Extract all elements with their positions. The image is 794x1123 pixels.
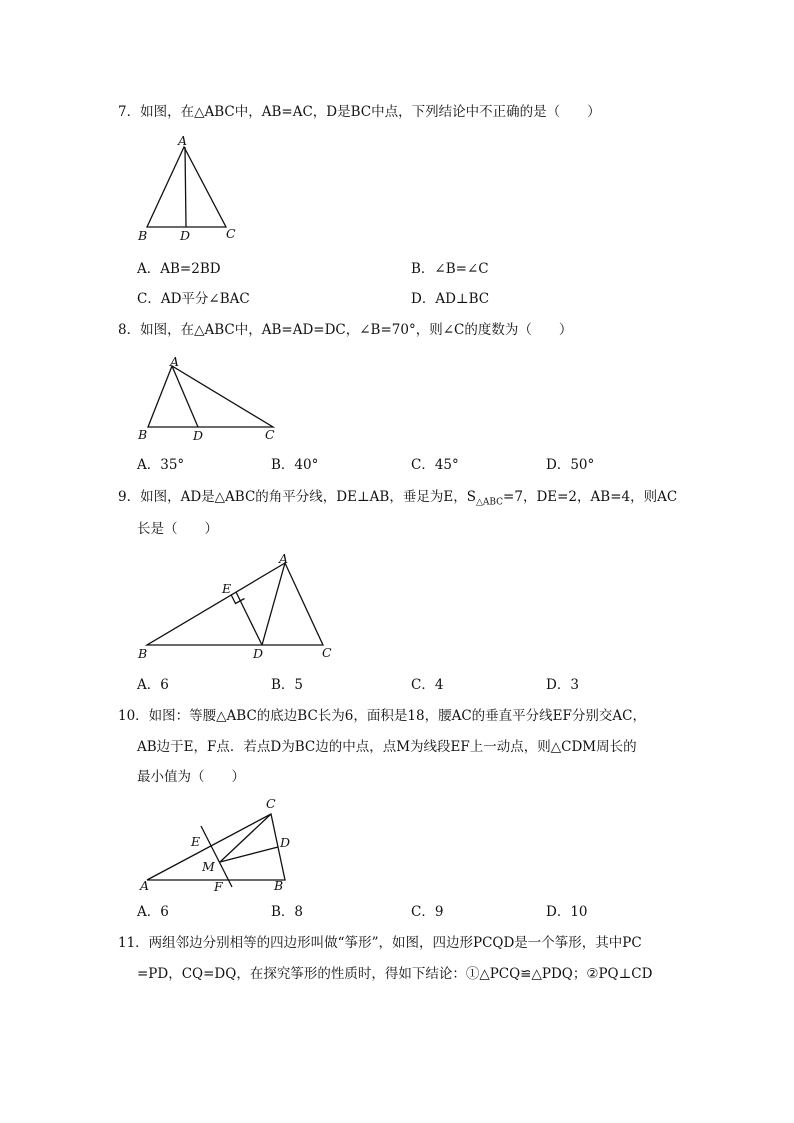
q10-stem-line-2: AB边于E，F点．若点D为BC边的中点，点M为线段EF上一动点，则△CDM周长的 (137, 739, 637, 755)
q7-label-d: D (180, 228, 191, 243)
q7-option-c[interactable]: C．AD平分∠BAC (137, 291, 250, 307)
q9-option-b[interactable]: B．5 (271, 677, 304, 693)
q11-stem-line-2: =PD，CQ=DQ，在探究筝形的性质时，得如下结论：①△PCQ≌△PDQ；②PQ⊥CD (137, 966, 653, 982)
q10-label-b: B (274, 878, 284, 893)
q7-label-c: C (226, 226, 236, 241)
q9-label-d: D (253, 646, 264, 661)
q10-label-c: C (266, 796, 276, 811)
q8-option-b[interactable]: B．40° (271, 457, 319, 473)
q11-stem-line-1: 11．两组邻边分别相等的四边形叫做“筝形”，如图，四边形PCQD是一个筝形，其中PC (118, 935, 642, 951)
q9-label-b: B (138, 646, 148, 661)
q10-perpendicular-bisector-ef (201, 826, 232, 887)
q10-stem-line-1: 10．如图：等腰△ABC的底边BC长为6，面积是18，腰AC的垂直平分线EF分别交AC， (118, 708, 646, 724)
q10-label-d: D (280, 835, 291, 850)
q8-label-c: C (265, 427, 275, 442)
q9-stem-part-1: 9．如图，AD是△ABC的角平分线，DE⊥AB，垂足为E，S (118, 489, 476, 505)
q10-option-c[interactable]: C．9 (411, 904, 444, 920)
q9-stem-line-2: 长是（ ） (137, 521, 218, 537)
q9-label-c: C (322, 645, 332, 660)
q9-label-a: A (279, 551, 289, 566)
q7-label-b: B (138, 228, 148, 243)
q10-option-d[interactable]: D．10 (546, 904, 588, 920)
q10-option-a[interactable]: A．6 (137, 904, 169, 920)
q10-stem-line-3: 最小值为（ ） (137, 769, 245, 785)
q9-option-a[interactable]: A．6 (137, 677, 169, 693)
q9-option-d[interactable]: D．3 (546, 677, 579, 693)
q7-stem: 7．如图，在△ABC中，AB=AC，D是BC中点，下列结论中不正确的是（ ） (118, 104, 601, 120)
q8-option-c[interactable]: C．45° (411, 457, 459, 473)
q9-label-e: E (222, 581, 232, 596)
q9-stem-subscript: △ABC (475, 497, 504, 508)
q7-option-d[interactable]: D．AD⊥BC (411, 291, 490, 307)
q7-label-a: A (178, 133, 188, 148)
q10-triangle (147, 814, 285, 880)
q10-label-m: M (202, 859, 215, 874)
q9-option-c[interactable]: C．4 (411, 677, 444, 693)
q8-option-d[interactable]: D．50° (546, 457, 595, 473)
q8-stem: 8．如图，在△ABC中，AB=AD=DC，∠B=70°，则∠C的度数为（ ） (118, 322, 573, 338)
q10-label-e: E (191, 834, 201, 849)
q8-label-b: B (138, 427, 148, 442)
q10-label-a: A (140, 878, 150, 893)
q7-option-b[interactable]: B．∠B=∠C (411, 261, 489, 277)
q8-option-a[interactable]: A．35° (137, 457, 185, 473)
q9-stem-part-2: =7，DE=2，AB=4，则AC (503, 489, 678, 505)
q10-option-b[interactable]: B．8 (271, 904, 304, 920)
q7-option-a[interactable]: A．AB=2BD (137, 261, 221, 277)
q8-label-d: D (193, 428, 204, 443)
q8-label-a: A (170, 354, 180, 369)
q10-label-f: F (214, 879, 223, 894)
